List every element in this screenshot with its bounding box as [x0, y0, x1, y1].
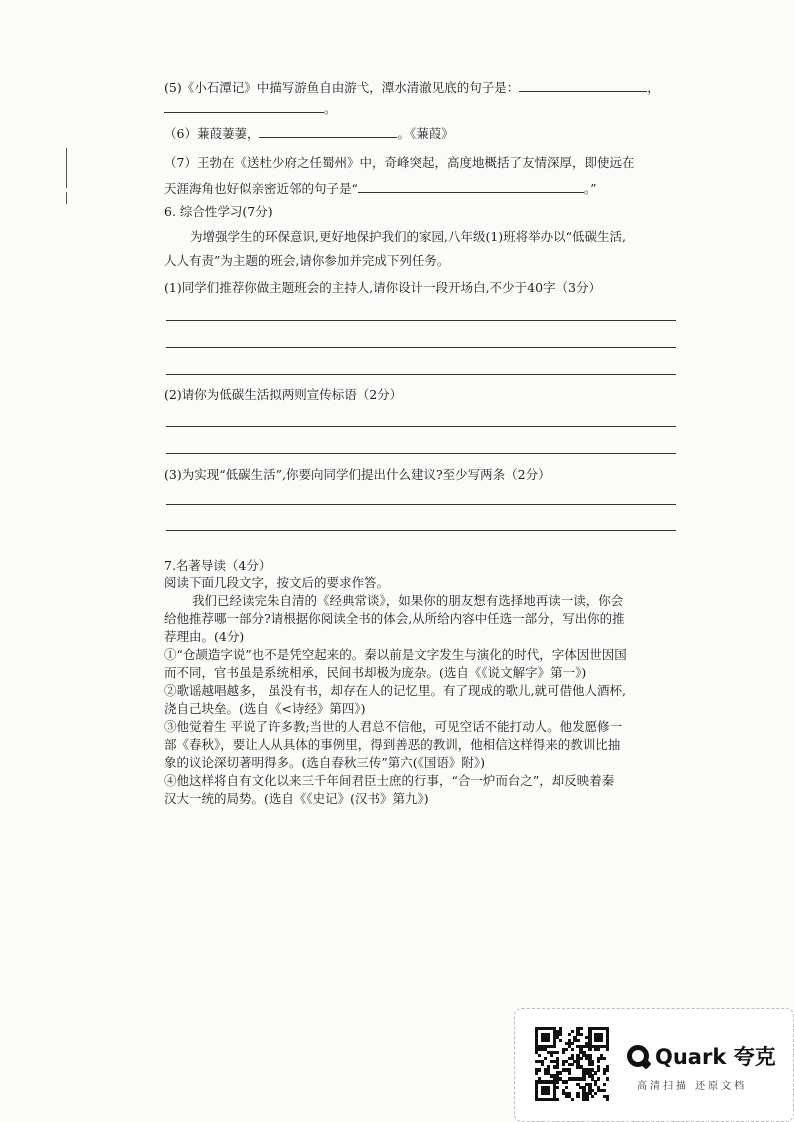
answer-blank[interactable]	[519, 79, 647, 92]
q7-prompt-2: 给他推荐哪一部分?请根据你阅读全书的体会,从所给内容中任选一部分，写出你的推	[164, 611, 625, 626]
q5-line-5a	[164, 79, 660, 96]
quark-q-icon	[627, 1045, 649, 1067]
q7-excerpt-4b: 汉大一统的局势。(选自《《史记》(汉书》第九》)	[164, 791, 429, 806]
answer-line[interactable]	[166, 374, 676, 375]
qr-cell	[606, 1077, 609, 1080]
qr-cell	[556, 1086, 559, 1089]
qr-cell	[603, 1089, 606, 1092]
qr-cell	[559, 1071, 562, 1074]
tagline: 高清扫描 还原文档	[637, 1081, 748, 1092]
answer-line[interactable]	[166, 504, 676, 505]
qr-cell	[550, 1054, 553, 1057]
q5-line-7b	[164, 180, 597, 197]
qr-cell	[571, 1030, 574, 1033]
qr-cell	[565, 1080, 568, 1083]
qr-cell	[547, 1039, 550, 1042]
q7-excerpt-2b: 浇自己块垒。(选自《<诗经》第四》)	[164, 701, 366, 716]
q7-excerpt-1b: 而不同，官书虽是系统相承，民间书却极为庞杂。(选自《《说文解字》第一》)	[164, 665, 587, 680]
qr-cell	[562, 1051, 565, 1054]
answer-line[interactable]	[166, 347, 676, 348]
qr-cell	[556, 1065, 559, 1068]
qr-cell	[603, 1057, 606, 1060]
q7-excerpt-3b: 部《春秋》，要让人从具体的事例里，得到善恶的教训，他相信这样得来的教训比抽	[164, 737, 621, 752]
qr-cell	[568, 1071, 571, 1074]
answer-line[interactable]	[166, 530, 676, 531]
quark-watermark	[514, 1008, 794, 1122]
q5-item6-source: 。《蒹葭》	[397, 126, 454, 141]
qr-cell	[585, 1098, 588, 1101]
qr-cell	[591, 1063, 594, 1066]
qr-cell	[597, 1077, 600, 1080]
q6-intro-2: 人人有责”为主题的班会,请你参加并完成下列任务。	[164, 253, 450, 268]
q6-task-3: (3)为实现“低碳生活”,你要向同学们提出什么建议?至少写两条（2分）	[164, 467, 551, 482]
qr-cell	[594, 1071, 597, 1074]
qr-cell	[565, 1048, 568, 1051]
answer-line[interactable]	[166, 426, 676, 427]
q5-line-6	[164, 125, 454, 142]
qr-cell	[559, 1039, 562, 1042]
punct: 。”	[583, 181, 597, 196]
q7-excerpt-3c: 象的议论深切著明得多。(选自春秋三传”第六(《国语》附》)	[164, 755, 486, 770]
qr-cell	[579, 1027, 582, 1030]
answer-line[interactable]	[166, 320, 676, 321]
qr-cell	[606, 1098, 609, 1101]
answer-line[interactable]	[166, 453, 676, 454]
qr-cell	[571, 1063, 574, 1066]
q7-instruction: 阅读下面几段文字，按文后的要求作答。	[164, 575, 390, 590]
qr-cell	[591, 1095, 594, 1098]
qr-cell	[568, 1033, 571, 1036]
qr-cell	[600, 1039, 603, 1042]
qr-cell	[538, 1054, 541, 1057]
q7-title: 7.名著导读（4分）	[164, 558, 272, 573]
qr-code[interactable]	[535, 1027, 609, 1101]
qr-cell	[559, 1033, 562, 1036]
qr-cell	[606, 1048, 609, 1051]
punct: ，	[647, 80, 660, 95]
q7-excerpt-2a: ②歌谣越唱越多， 虽没有书，却存在人的记忆里。有了现成的歌儿,就可借他人酒杯,	[164, 683, 626, 698]
q7-prompt-3: 荐理由。(4分)	[164, 629, 245, 644]
q5-item6-prompt: （6）蒹葭萋萋，	[164, 126, 260, 141]
qr-cell	[562, 1063, 565, 1066]
qr-cell	[597, 1068, 600, 1071]
qr-cell	[603, 1071, 606, 1074]
qr-cell	[576, 1039, 579, 1042]
q5-item7-prompt: 天涯海角也好似亲密近邻的句子是“	[164, 181, 358, 196]
punct: 。	[324, 101, 337, 116]
q5-line-7a: （7）王勃在《送杜少府之任蜀州》中，奇峰突起，高度地概括了友情深厚，即使远在	[164, 155, 635, 170]
qr-cell	[571, 1042, 574, 1045]
qr-cell	[576, 1095, 579, 1098]
qr-cell	[579, 1033, 582, 1036]
answer-blank[interactable]	[259, 125, 397, 138]
qr-cell	[556, 1098, 559, 1101]
brand-name: Quark 夸克	[655, 1045, 776, 1069]
q7-excerpt-4a: ④他这样将自有文化以来三千年间君臣士庶的行事，“合一炉而台之”，却反映着秦	[164, 773, 615, 788]
qr-cell	[594, 1092, 597, 1095]
qr-cell	[544, 1057, 547, 1060]
qr-cell	[571, 1098, 574, 1101]
q6-intro-1: 为增强学生的环保意识,更好地保护我们的家园,八年级(1)班将举办以“低碳生活,	[190, 229, 627, 244]
q5-line-5b	[164, 100, 337, 117]
q6-task-1: (1)同学们推荐你做主题班会的主持人,请你设计一段开场白,不少于40字（3分）	[164, 280, 602, 295]
answer-blank[interactable]	[358, 180, 584, 193]
qr-cell	[565, 1086, 568, 1089]
qr-cell	[597, 1060, 600, 1063]
qr-cell	[547, 1092, 550, 1095]
qr-cell	[597, 1048, 600, 1051]
qr-cell	[538, 1068, 541, 1071]
qr-cell	[603, 1083, 606, 1086]
q7-prompt-1: 我们已经读完朱自清的《经典常谈》，如果你的朋友想有选择地再读一读，你会	[192, 593, 624, 608]
q7-excerpt-1a: ①“仓颉造字说”也不是凭空起来的。秦以前是文字发生与演化的时代，字体因世因国	[164, 647, 627, 662]
qr-cell	[553, 1045, 556, 1048]
q7-excerpt-3a: ③他觉着生 平说了许多教;当世的人君总不信他，可见空话不能打动人。他发愿修一	[164, 719, 623, 734]
qr-cell	[541, 1063, 544, 1066]
q6-task-2: (2)请你为低碳生活拟两则宣传标语（2分）	[164, 387, 403, 402]
qr-cell	[556, 1080, 559, 1083]
qr-cell	[535, 1071, 538, 1074]
margin-mark	[66, 192, 67, 204]
qr-cell	[556, 1051, 559, 1054]
q5-item5-prompt: (5)《小石潭记》中描写游鱼自由游弋，潭水清澈见底的句子是：	[164, 80, 520, 95]
qr-cell	[579, 1057, 582, 1060]
quark-logo	[627, 1041, 776, 1071]
q6-title: 6. 综合性学习(7分)	[164, 204, 273, 219]
answer-blank[interactable]	[164, 100, 324, 113]
qr-cell	[606, 1068, 609, 1071]
margin-mark	[66, 148, 67, 188]
qr-cell	[582, 1077, 585, 1080]
qr-cell	[588, 1048, 591, 1051]
qr-cell	[571, 1048, 574, 1051]
